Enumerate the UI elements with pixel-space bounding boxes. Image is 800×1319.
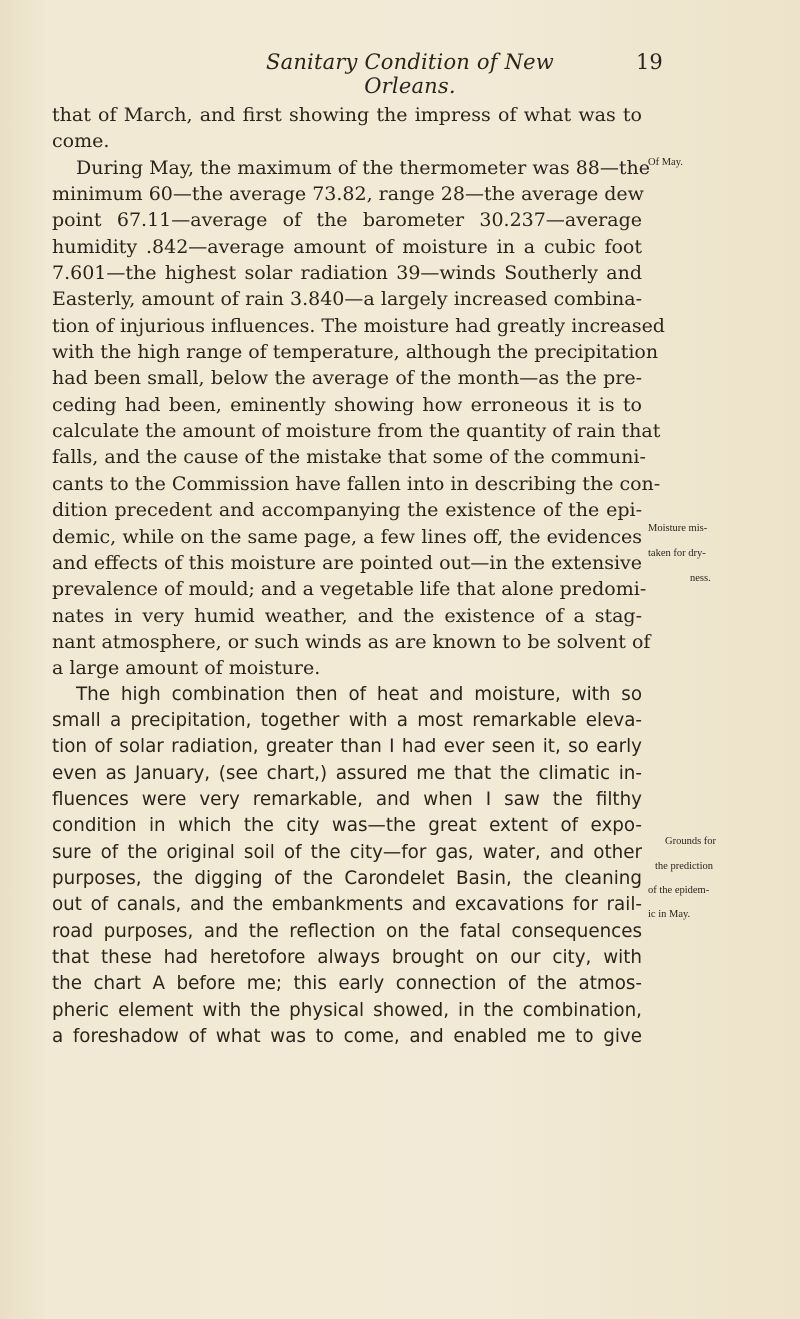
- text-line: condition in which the city was—the great extent of expo-: [52, 815, 642, 837]
- text-line: nant atmosphere, or such winds as are known to be solvent of: [52, 630, 651, 653]
- text-line: that of March, and first showing the impress of what was to: [52, 104, 642, 126]
- text-line: small a precipitation, together with a most remarkable eleva-: [52, 709, 642, 731]
- margin-note-moisture-2: taken for dry-: [648, 548, 706, 559]
- text-line: tion of injurious influences. The moisture had greatly increased: [52, 314, 665, 337]
- text-line: nates in very humid weather, and the existence of a stag-: [52, 604, 642, 627]
- page-number: 19: [636, 50, 663, 74]
- text-line: a large amount of moisture.: [52, 657, 321, 680]
- margin-note-may: Of May.: [648, 157, 683, 168]
- text-line: that these had heretofore always brought on our city, with: [52, 947, 642, 968]
- text-line: come.: [52, 130, 110, 153]
- text-line: the chart A before me; this early connection of the atmos-: [52, 973, 642, 995]
- margin-note-grounds-3: of the epidem-: [648, 885, 710, 896]
- text-line: dition precedent and accompanying the existence of the epi-: [52, 499, 642, 522]
- text-line: humidity .842—average amount of moisture in a cubic foot: [52, 235, 642, 258]
- text-line: even as January, (see chart,) assured me that the climatic in-: [52, 762, 642, 784]
- margin-note-moisture-1: Moisture mis-: [648, 523, 708, 534]
- running-title: Sanitary Condition of New Orleans.: [266, 50, 554, 98]
- text-line: minimum 60—the average 73.82, range 28—the average dew: [52, 183, 644, 206]
- text-line: point 67.11—average of the barometer 30.237—average: [52, 209, 642, 232]
- text-line: pheric element with the physical showed, in the combination,: [52, 999, 642, 1021]
- margin-note-grounds-1: Grounds for: [665, 836, 717, 847]
- text-line: road purposes, and the reflection on the fatal consequences: [52, 920, 642, 942]
- text-line: During May, the maximum of the thermometer was 88—the: [76, 156, 650, 179]
- text-line: with the high range of temperature, although the precipitation: [52, 341, 659, 364]
- text-line: fluences were very remarkable, and when I saw the filthy: [52, 788, 642, 810]
- text-line: falls, and the cause of the mistake that some of the communi-: [52, 446, 646, 469]
- text-line: sure of the original soil of the city—for gas, water, and other: [52, 841, 642, 863]
- text-line: ceding had been, eminently showing how erroneous it is to: [52, 393, 642, 416]
- margin-note-moisture-3: ness.: [690, 573, 711, 584]
- text-line: Easterly, amount of rain 3.840—a largely increased combina-: [52, 288, 642, 311]
- text-line: 7.601—the highest solar radiation 39—winds Southerly and: [52, 262, 642, 285]
- page-header: [0, 50, 800, 98]
- text-line: prevalence of mould; and a vegetable life that alone predomi-: [52, 578, 647, 601]
- text-line: cants to the Commission have fallen into in describing the con-: [52, 472, 661, 495]
- text-line: and effects of this moisture are pointed out—in the extensive: [52, 551, 642, 574]
- text-line: calculate the amount of moisture from the quantity of rain that: [52, 420, 661, 443]
- text-line: purposes, the digging of the Carondelet Basin, the cleaning: [52, 867, 642, 889]
- text-line: demic, while on the same page, a few lines off, the evidences: [52, 525, 642, 548]
- text-line: had been small, below the average of the month—as the pre-: [52, 367, 642, 390]
- text-line: tion of solar radiation, greater than I had ever seen it, so early: [52, 736, 642, 758]
- text-line: The high combination then of heat and moisture, with so: [76, 683, 642, 705]
- body-text: [52, 102, 665, 1050]
- margin-note-grounds-4: ic in May.: [648, 909, 691, 920]
- text-line: out of canals, and the embankments and excavations for rail-: [52, 894, 642, 916]
- text-line: a foreshadow of what was to come, and enabled me to give: [52, 1026, 642, 1048]
- margin-note-grounds-2: the prediction: [655, 861, 714, 872]
